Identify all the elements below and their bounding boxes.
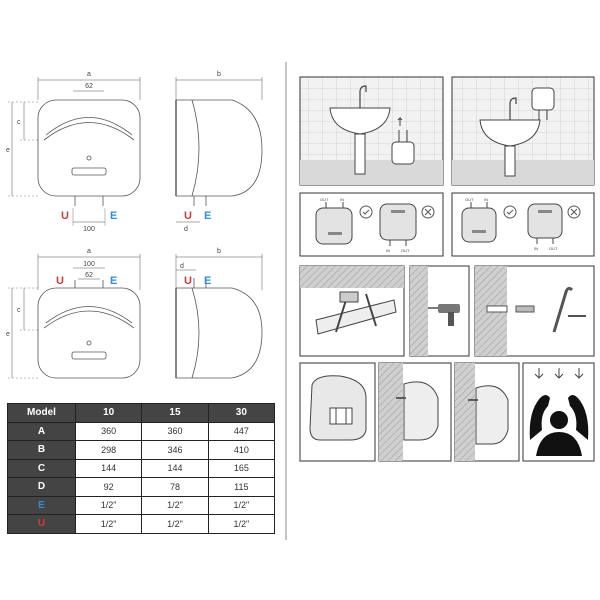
step-in-label-3: IN (484, 197, 488, 202)
header-10: 10 (76, 404, 142, 423)
step-out-label: OUT (320, 197, 329, 202)
hot-outlet-label: U (61, 210, 69, 222)
lift-warning-panel (523, 363, 594, 461)
front-view-top (8, 77, 140, 226)
header-30: 30 (208, 404, 274, 423)
table-cell: 346 (142, 441, 208, 460)
table-cell: 144 (76, 459, 142, 478)
step-sink-below (300, 77, 443, 185)
table-row (8, 515, 275, 534)
drilling-panel (410, 266, 469, 356)
anchor-bolt-icon (516, 306, 534, 312)
row-label: B (8, 441, 76, 460)
step-sink-above (452, 77, 594, 185)
row-label: E (8, 496, 76, 515)
dim-a-label: a (87, 71, 91, 78)
table-row (8, 459, 275, 478)
dim-d-label-2: d (180, 263, 184, 270)
table-cell: 1/2" (208, 496, 274, 515)
cold-inlet-label-side-2: E (204, 275, 212, 287)
header-model: Model (8, 404, 76, 423)
step-in-label-4: IN (534, 246, 538, 251)
cold-inlet-label-side: E (204, 210, 212, 222)
cold-inlet-label-2: E (110, 275, 118, 287)
side-view-bottom (176, 254, 262, 378)
table-cell: 1/2" (142, 515, 208, 534)
row-label: U (8, 515, 76, 534)
header-15: 15 (142, 404, 208, 423)
table-cell: 360 (142, 422, 208, 441)
hot-outlet-label-2: U (56, 275, 64, 287)
dimensions-table (7, 403, 275, 534)
row-label: D (8, 478, 76, 497)
table-cell: 298 (76, 441, 142, 460)
table-cell: 410 (208, 441, 274, 460)
orientation-over-sink (452, 193, 594, 256)
dim-100-label: 100 (83, 226, 95, 233)
dim-e-label: e (6, 147, 10, 154)
table-row (8, 422, 275, 441)
side-view-top (176, 77, 262, 222)
table-cell: 165 (208, 459, 274, 478)
table-cell: 447 (208, 422, 274, 441)
table-cell: 1/2" (76, 515, 142, 534)
step-out-label-4: OUT (549, 246, 558, 251)
dim-62-label: 62 (85, 83, 93, 90)
heater-hang-panel-1 (379, 363, 451, 461)
table-cell: 115 (208, 478, 274, 497)
dim-d-label: d (184, 226, 188, 233)
table-cell: 78 (142, 478, 208, 497)
cold-inlet-label: E (110, 210, 118, 222)
table-cell: 1/2" (142, 496, 208, 515)
hot-outlet-label-side: U (184, 210, 192, 222)
table-row (8, 441, 275, 460)
table-cell: 1/2" (76, 496, 142, 515)
orientation-under-sink (300, 193, 443, 256)
step-in-label-2: IN (386, 248, 390, 253)
row-label: A (8, 422, 76, 441)
dim-100-label-2: 100 (83, 261, 95, 268)
step-in-label: IN (340, 197, 344, 202)
dim-b-label: b (217, 71, 221, 78)
step-out-label-3: OUT (465, 197, 474, 202)
table-row (8, 496, 275, 515)
dim-e-label-2: e (6, 331, 10, 338)
front-view-bottom (8, 254, 140, 378)
dim-a-label-2: a (87, 248, 91, 255)
row-label: C (8, 459, 76, 478)
step-out-label-2: OUT (401, 248, 410, 253)
mounting-bracket-panel (300, 266, 404, 356)
dim-b-label-2: b (217, 248, 221, 255)
hot-outlet-label-side-2: U (184, 275, 192, 287)
table-cell: 1/2" (208, 515, 274, 534)
table-row (8, 478, 275, 497)
dim-c-label: c (17, 119, 21, 126)
anchor-panel (475, 266, 594, 356)
table-cell: 92 (76, 478, 142, 497)
table-cell: 144 (142, 459, 208, 478)
dim-c-label-2: c (17, 307, 21, 314)
table-cell: 360 (76, 422, 142, 441)
dim-62-label-2: 62 (85, 272, 93, 279)
heater-back-panel (300, 363, 375, 461)
table-body (8, 422, 275, 533)
heater-hang-panel-2 (455, 363, 519, 461)
